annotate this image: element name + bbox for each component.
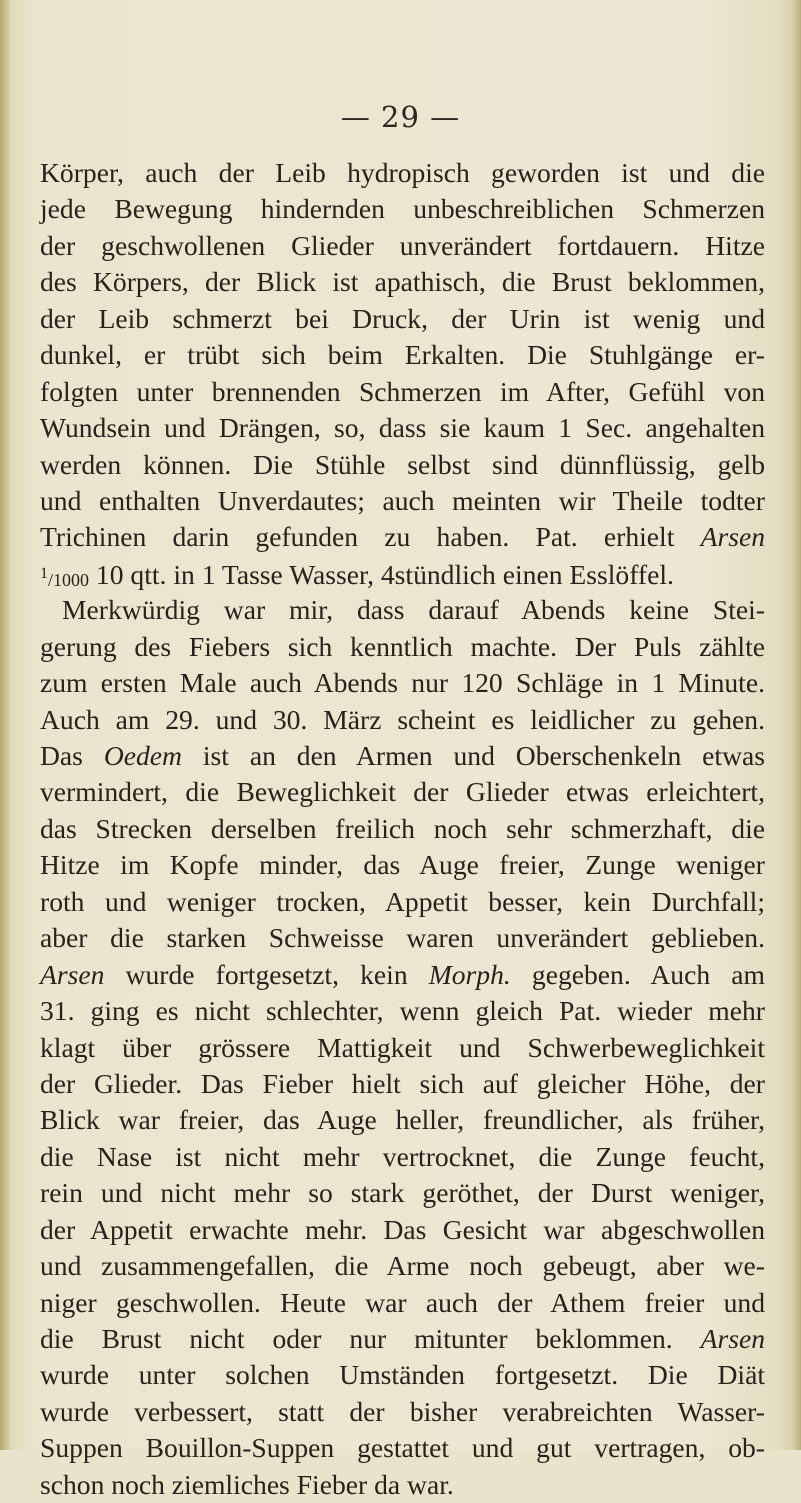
text-segment: Merkwürdig war mir, dass darauf Abends keine Stei- — [62, 594, 765, 626]
text-line — [40, 847, 765, 883]
text-line — [40, 228, 765, 264]
text-segment: und zusammengefallen, die Arme noch gebeugt, aber we- — [40, 1250, 765, 1282]
text-line — [40, 410, 765, 446]
text-segment: das Strecken derselben freilich noch sehr schmerzhaft, die — [40, 812, 765, 844]
text-segment: schon noch ziemliches Fieber da war. — [40, 1468, 454, 1500]
text-line — [40, 665, 765, 701]
page-edge-shadow — [791, 0, 801, 1450]
text-segment: die Brust nicht oder nur mitunter beklommen. — [40, 1323, 701, 1354]
text-segment: Trichinen darin gefunden zu haben. Pat. erhielt — [40, 521, 701, 553]
text-line — [40, 337, 765, 373]
text-segment: Blick war freier, das Auge heller, freundlicher, als früher, — [40, 1104, 765, 1136]
text-line — [40, 738, 765, 774]
text-line — [40, 774, 765, 810]
text-segment: der Appetit erwachte mehr. Das Gesicht war abgeschwollen — [40, 1213, 765, 1245]
text-segment: 10 qtt. in 1 Tasse Wasser, 4stündlich einen Esslöffel. — [89, 558, 674, 590]
text-segment: Wundsein und Drängen, so, dass sie kaum 1 Sec. angehalten — [40, 412, 765, 444]
text-segment: klagt über grössere Mattigkeit und Schwerbeweglichkeit — [40, 1031, 765, 1063]
text-line — [40, 1394, 765, 1430]
text-segment: und enthalten Unverdautes; auch meinten wir Theile todter — [40, 484, 765, 516]
text-segment: roth und weniger trocken, Appetit besser, kein Durchfall; — [40, 885, 765, 917]
text-segment: dunkel, er trübt sich beim Erkalten. Die Stuhlgänge er- — [40, 339, 765, 371]
text-segment: der Glieder. Das Fieber hielt sich auf gleicher Höhe, der — [40, 1067, 765, 1099]
fraction-denominator: 1000 — [53, 569, 90, 590]
text-segment: rein und nicht mehr so stark geröthet, der Durst weniger, — [40, 1177, 765, 1209]
text-line — [40, 1467, 765, 1503]
text-line — [40, 191, 765, 227]
text-segment: Hitze im Kopfe minder, das Auge freier, Zunge weniger — [40, 849, 765, 881]
page-spine-shadow — [0, 0, 10, 1450]
text-segment: der geschwollenen Glieder unverändert fortdauern. Hitze — [40, 229, 765, 261]
text-line — [40, 1321, 765, 1357]
text-line — [40, 1212, 765, 1248]
text-segment: Suppen Bouillon-Suppen gestattet und gut vertragen, ob- — [40, 1432, 765, 1464]
italic-term: Arsen — [40, 958, 105, 990]
text-line — [40, 447, 765, 483]
italic-term: Morph. — [428, 958, 511, 990]
text-segment: der Leib schmerzt bei Druck, der Urin ist wenig und — [40, 302, 765, 334]
text-line — [40, 155, 765, 191]
text-line — [40, 1066, 765, 1102]
text-segment: wurde unter solchen Umständen fortgesetzt. Die Diät — [40, 1359, 765, 1391]
text-segment: wurde fortgesetzt, kein — [104, 958, 429, 990]
text-segment: gerung des Fiebers sich kenntlich machte. Der Puls zählte — [40, 630, 765, 662]
text-line — [40, 702, 765, 738]
text-line — [40, 957, 765, 993]
text-line — [40, 592, 765, 628]
text-line — [40, 264, 765, 300]
text-segment: des Körpers, der Blick ist apathisch, die Brust beklommen, — [40, 266, 765, 298]
text-segment: niger geschwollen. Heute war auch der Athem freier und — [40, 1286, 765, 1318]
text-line — [40, 519, 765, 555]
text-segment: 31. ging es nicht schlechter, wenn gleich Pat. wieder mehr — [40, 995, 765, 1027]
text-line — [40, 301, 765, 337]
text-line — [40, 483, 765, 519]
text-segment: gegeben. Auch am — [510, 958, 765, 990]
text-line — [40, 374, 765, 410]
text-segment: ist an den Armen und Oberschenkeln etwas — [181, 740, 766, 771]
text-line — [40, 993, 765, 1029]
italic-term: Arsen — [700, 521, 765, 553]
text-line — [40, 556, 765, 592]
text-line — [40, 884, 765, 920]
fraction — [40, 564, 90, 590]
italic-term: Arsen — [700, 1323, 765, 1354]
text-line — [40, 1248, 765, 1284]
text-line — [40, 811, 765, 847]
text-segment: vermindert, die Beweglichkeit der Glieder etwas erleichtert, — [40, 776, 765, 808]
fraction-slash: / — [48, 569, 54, 590]
text-segment: Körper, auch der Leib hydropisch geworden ist und die — [40, 157, 765, 188]
fraction-numerator: 1 — [40, 564, 48, 582]
text-segment: werden können. Die Stühle selbst sind dünnflüssig, gelb — [40, 448, 765, 480]
italic-term: Oedem — [103, 740, 182, 771]
text-line — [40, 1357, 765, 1393]
text-segment: Auch am 29. und 30. März scheint es leidlicher zu gehen. — [40, 703, 765, 735]
text-line — [40, 1175, 765, 1211]
text-segment: die Nase ist nicht mehr vertrocknet, die Zunge feucht, — [40, 1140, 765, 1172]
text-segment: folgten unter brennenden Schmerzen im After, Gefühl von — [40, 375, 765, 407]
text-line — [40, 1102, 765, 1138]
text-segment: Das — [40, 740, 104, 771]
text-line — [40, 1139, 765, 1175]
text-line — [40, 920, 765, 956]
text-line — [40, 1030, 765, 1066]
text-segment: wurde verbessert, statt der bisher verabreichten Wasser- — [40, 1395, 765, 1427]
body-text — [40, 155, 765, 1503]
text-segment: jede Bewegung hindernden unbeschreiblichen Schmerzen — [40, 193, 765, 225]
text-segment: zum ersten Male auch Abends nur 120 Schläge in 1 Minute. — [40, 667, 765, 699]
text-line — [40, 1430, 765, 1466]
text-line — [40, 1285, 765, 1321]
text-segment: aber die starken Schweisse waren unverändert geblieben. — [40, 922, 765, 954]
text-line — [40, 629, 765, 665]
page-number-header: — 29 — — [340, 100, 461, 134]
